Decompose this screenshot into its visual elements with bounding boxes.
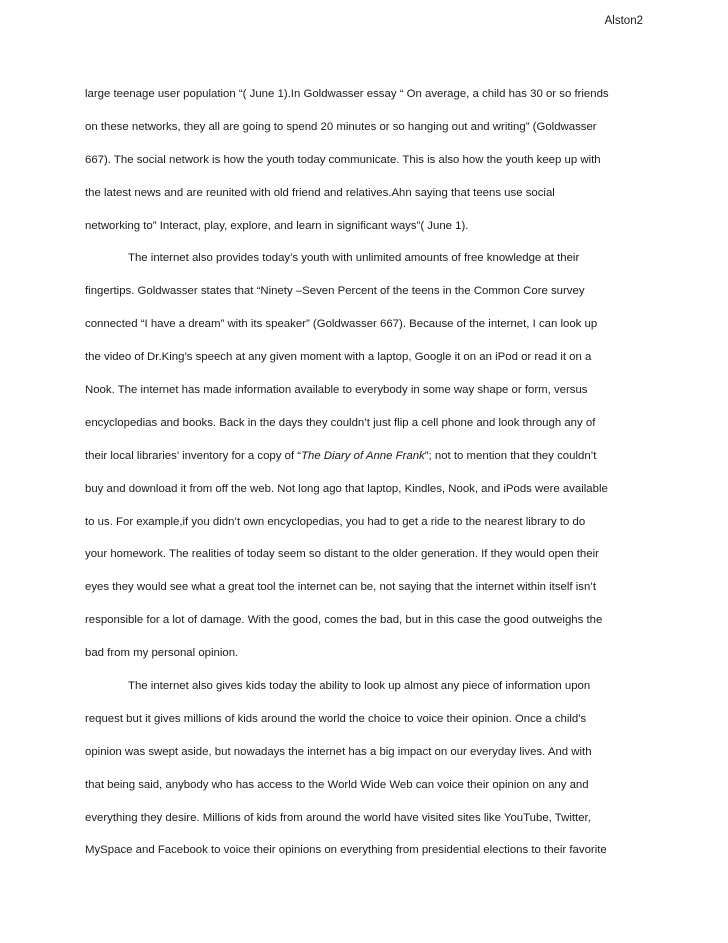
text-line: MySpace and Facebook to voice their opinions on everything from presidential elections to their favorite — [85, 844, 607, 857]
text-line-with-title — [85, 448, 645, 481]
text-segment: ”; not to mention that they couldn’t — [424, 449, 597, 462]
body-text — [85, 86, 645, 875]
text-line: opinion was swept aside, but nowadays the internet has a big impact on our everyday lives. And with — [85, 745, 592, 758]
text-line: everything they desire. Millions of kids from around the world have visited sites like YouTube, Twitter, — [85, 811, 591, 824]
text-line: the video of Dr.King’s speech at any given moment with a laptop, Google it on an iPod or read it on a — [85, 351, 592, 364]
text-line: bad from my personal opinion. — [85, 647, 239, 660]
running-head: Alston2 — [604, 15, 643, 27]
text-line: that being said, anybody who has access to the World Wide Web can voice their opinion on any and — [85, 778, 589, 791]
text-line: large teenage user population “( June 1).In Goldwasser essay “ On average, a child has 30 or so friends — [85, 88, 609, 100]
text-line: fingertips. Goldwasser states that “Ninety –Seven Percent of the teens in the Common Core survey — [85, 285, 585, 298]
text-line: responsible for a lot of damage. With the good, comes the bad, but in this case the good outweighs the — [85, 614, 603, 627]
book-title: The Diary of Anne Frank — [301, 449, 425, 462]
text-line: your homework. The realities of today seem so distant to the older generation. If they would open their — [85, 548, 599, 561]
text-line: Nook. The internet has made information available to everybody in some way shape or form, versus — [85, 384, 588, 397]
text-line: networking to” Interact, play, explore, and learn in significant ways”( June 1). — [85, 219, 469, 232]
text-line: the latest news and are reunited with old friend and relatives.Ahn saying that teens use social — [85, 186, 555, 199]
text-line: to us. For example,if you didn’t own encyclopedias, you had to get a ride to the nearest library to do — [85, 515, 586, 528]
text-line: 667). The social network is how the youth today communicate. This is also how the youth keep up with — [85, 153, 601, 166]
text-line: on these networks, they all are going to spend 20 minutes or so hanging out and writing” (Goldwasser — [85, 120, 597, 133]
text-line: request but it gives millions of kids around the world the choice to voice their opinion. Once a child’s — [85, 712, 587, 725]
text-line: buy and download it from off the web. Not long ago that laptop, Kindles, Nook, and iPods were available — [85, 482, 608, 495]
text-line: eyes they would see what a great tool the internet can be, not saying that the internet within itself isn’t — [85, 581, 596, 594]
text-line: encyclopedias and books. Back in the days they couldn’t just flip a cell phone and look through any of — [85, 416, 596, 429]
text-line: connected “I have a dream” with its speaker” (Goldwasser 667). Because of the internet, I can look up — [85, 318, 598, 331]
text-segment: their local libraries’ inventory for a copy of “ — [85, 449, 302, 462]
paragraph-start-line: The internet also gives kids today the ability to look up almost any piece of information upon — [128, 680, 591, 693]
paragraph-start-line: The internet also provides today’s youth with unlimited amounts of free knowledge at their — [128, 252, 580, 265]
